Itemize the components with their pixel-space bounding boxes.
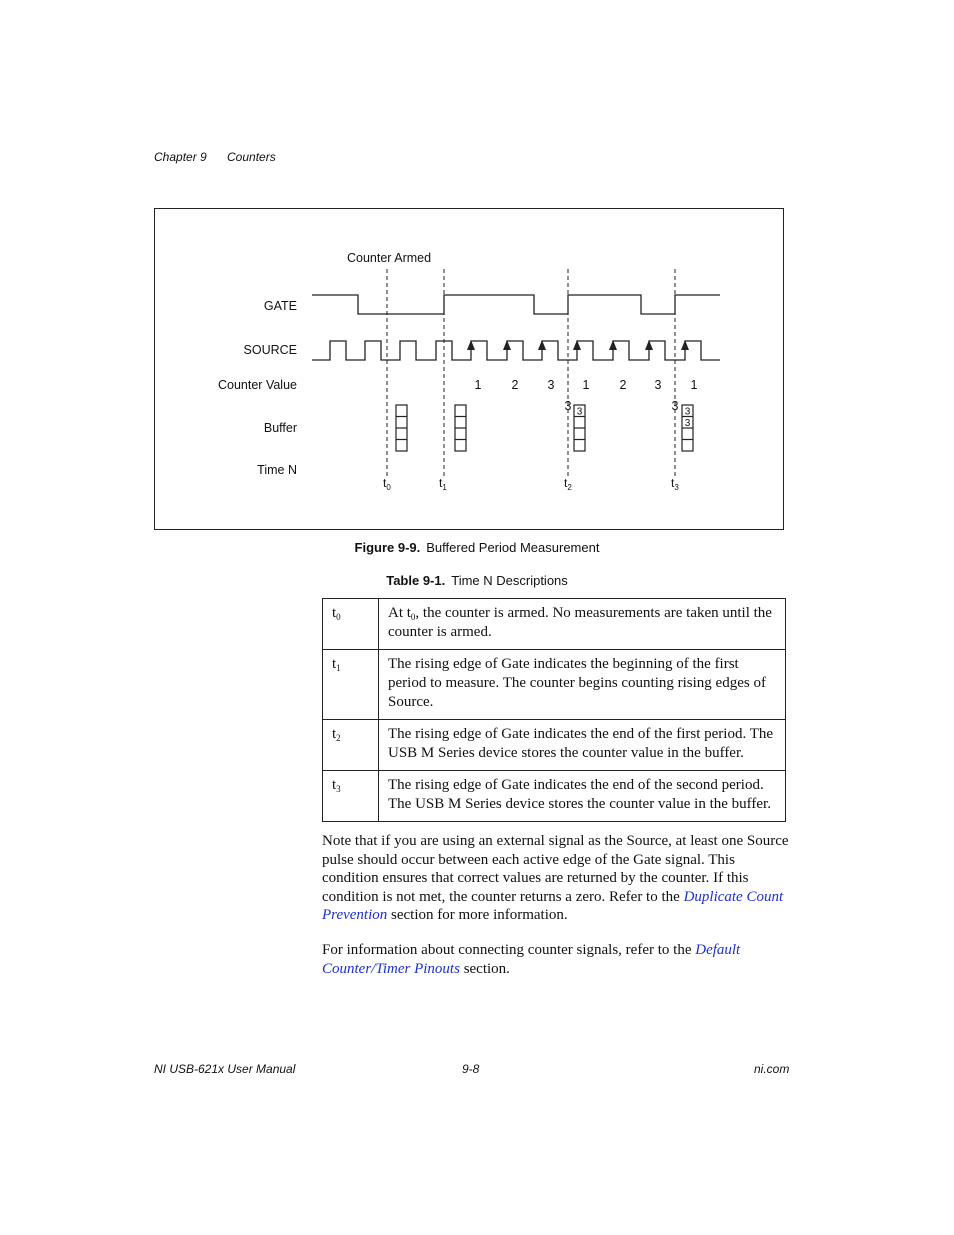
figure-caption (0, 540, 954, 555)
table-cell-symbol: $t_0$ (323, 599, 379, 650)
table-cell-symbol: $t_1$ (323, 650, 379, 720)
counter-value: 2 (511, 378, 519, 392)
table-row (323, 771, 786, 822)
buffer-t1 (455, 405, 466, 451)
timing-diagram (155, 209, 785, 531)
footer-page-number: 9-8 (462, 1062, 480, 1076)
table-cell-symbol: $t_3$ (323, 771, 379, 822)
label-gate: GATE (263, 299, 297, 313)
latched-value: 3 (564, 399, 572, 413)
table-caption-label: Table 9-1. (386, 573, 446, 588)
header-section: Counters (227, 150, 276, 164)
note-paragraph: Note that if you are using an external signal as the Source, at least one Source pulse should occur between each active edge of the Gate signal. This condition ensures that correct values are returned by the counter. If this condition is not met, the counter returns a zero. Refer to the Duplicate Count Prevention section for more information. (322, 833, 789, 923)
table-row (323, 720, 786, 771)
buffer-entry: 3 (576, 406, 583, 418)
buffer-entry: 3 (684, 418, 691, 429)
info-paragraph: For information about connecting counter signals, refer to the Default Counter/Timer Pinouts section. (322, 942, 741, 977)
label-buffer: Buffer (263, 421, 297, 435)
gate-waveform (312, 295, 720, 314)
time-label-t0: $t_0$ (383, 476, 391, 492)
table-row (323, 650, 786, 720)
buffer-entry: 3 (684, 406, 691, 418)
table-cell-symbol: $t_2$ (323, 720, 379, 771)
counter-value: 1 (474, 378, 482, 392)
figure-caption-label: Figure 9-9. (354, 540, 421, 555)
default-counter-timer-pinouts-link[interactable]: Default Counter/Timer Pinouts (322, 942, 741, 977)
label-counter-armed: Counter Armed (347, 251, 432, 265)
table-cell-description: The rising edge of Gate indicates the beginning of the first period to measure. The counter begins counting rising edges of Source. (379, 650, 786, 720)
time-label-t2: $t_2$ (564, 476, 572, 492)
label-time-n: Time N (257, 463, 297, 477)
time-label-t1: $t_1$ (439, 476, 447, 492)
footer-website: ni.com (754, 1062, 790, 1076)
counter-value: 2 (619, 378, 627, 392)
footer-manual-title: NI USB-621x User Manual (154, 1062, 296, 1076)
table-cell-description: The rising edge of Gate indicates the end of the first period. The USB M Series device stores the counter value in the buffer. (379, 720, 786, 771)
table-row (323, 599, 786, 650)
figure-frame (154, 208, 784, 530)
duplicate-count-prevention-link[interactable]: Duplicate Count Prevention (322, 888, 784, 923)
table-cell-description: At $t_0$, the counter is armed. No measurements are taken until the counter is armed. (379, 599, 786, 650)
counter-value: 1 (582, 378, 590, 392)
label-source: SOURCE (243, 343, 297, 357)
time-n-table (322, 598, 786, 822)
table-caption-text: Time N Descriptions (451, 573, 568, 588)
table-cell-description: The rising edge of Gate indicates the end of the second period. The USB M Series device stores the counter value in the buffer. (379, 771, 786, 822)
header-chapter: Chapter 9 (154, 150, 207, 164)
counter-value: 3 (654, 378, 662, 392)
buffer-t0 (396, 405, 407, 451)
latched-value: 3 (671, 399, 679, 413)
table-caption (0, 573, 954, 588)
time-label-t3: $t_3$ (671, 476, 679, 492)
counter-value: 3 (547, 378, 555, 392)
figure-caption-text: Buffered Period Measurement (426, 540, 600, 555)
counter-value: 1 (690, 378, 698, 392)
source-waveform (312, 341, 720, 360)
label-counter-value: Counter Value (218, 378, 297, 392)
